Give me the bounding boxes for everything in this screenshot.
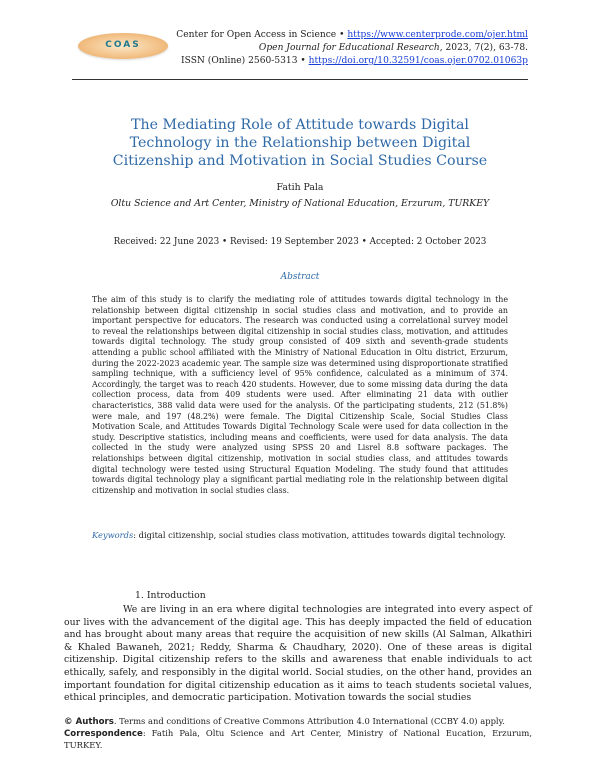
- article-title: The Mediating Role of Attitude towards Digital Technology in the Relationship between Digital Citizenship and Motivation in Social Studies Course: [112, 117, 488, 169]
- introduction-text: We are living in an era where digital technologies are integrated into every aspect of our lives with the advancement of the digital age. This has deeply impacted the field of education and has brought about many areas that require the acquisition of new skills (Al Salman, Alkathiri & Khaled Bawaneh, 2021; Reddy, Sharma & Chaudhary, 2020). One of these areas is digital citizenship. Digital citizenship refers to the skills and awareness that enable individuals to act ethically, safely, and responsibly in the digital world. Social studies, on the other hand, provides an important foundation for digital citizenship education as it aims to teach students societal values, ethical principles, and democratic participation. Motivation towards the social studies: [64, 604, 532, 704]
- authors-label: © Authors: [64, 717, 114, 727]
- footnote: [64, 716, 532, 752]
- header-line-3: ISSN (Online) 2560-5313 • https://doi.org/10.32591/coas.ojer.0702.01063p: [181, 56, 528, 66]
- abstract-heading: Abstract: [280, 272, 320, 282]
- license-note: © Authors. Terms and conditions of Creative Commons Attribution 4.0 International (CCBY 4.0) apply.: [64, 716, 505, 727]
- keywords: [92, 530, 508, 541]
- journal-header: [168, 29, 528, 68]
- author-name: Fatih Pala: [276, 182, 324, 193]
- doi-link[interactable]: https://doi.org/10.32591/coas.ojer.0702.01063p: [308, 56, 528, 66]
- correspondence-note: Correspondence: Fatih Pala, Oltu Science and Art Center, Ministry of National Eucation, Erzurum, TURKEY.: [64, 728, 532, 751]
- article-dates: Received: 22 June 2023 • Revised: 19 September 2023 • Accepted: 2 October 2023: [113, 237, 487, 247]
- keywords-label: Keywords: [92, 530, 134, 540]
- journal-name: Open Journal for Educational Research: [258, 43, 440, 53]
- journal-url-link[interactable]: https://www.centerprode.com/ojer.html: [347, 30, 528, 40]
- coas-logo: [78, 33, 168, 59]
- logo-text: COAS: [105, 40, 141, 50]
- journal-volume: , 2023, 7(2), 63-78.: [439, 43, 528, 53]
- correspondence-label: Correspondence: [64, 729, 143, 740]
- header-line-2: [168, 42, 528, 55]
- issn: ISSN (Online) 2560-5313: [181, 56, 298, 66]
- header-line-1: Center for Open Access in Science • https://www.centerprode.com/ojer.html: [176, 30, 528, 40]
- header-divider: [72, 79, 528, 80]
- keywords-text: : digital citizenship, social studies class motivation, attitudes towards digital technology.: [133, 530, 506, 540]
- publisher-name: Center for Open Access in Science: [176, 30, 337, 40]
- introduction-heading: 1. Introduction: [135, 590, 206, 601]
- author-affiliation: Oltu Science and Art Center, Ministry of National Education, Erzurum, TURKEY: [110, 198, 490, 209]
- abstract-text: The aim of this study is to clarify the mediating role of attitudes towards digital technology in the relationship between digital citizenship in social studies class and motivation, and to provide an important perspective for educators. The research was conducted using a correlational survey model to reveal the relationships between digital citizenship in social studies class, motivation, and attitudes towards digital technology. The study group consisted of 409 sixth and seventh-grade students attending a public school affiliated with the Ministry of National Education in Oltu district, Erzurum, during the 2022-2023 academic year. The sample size was determined using disproportionate stratified sampling technique, with a sufficiency level of 95% confidence, calculated as a minimum of 374. Accordingly, the target was to reach 420 students. However, due to some missing data during the data collection process, data from 409 students were used. After eliminating 21 data with outlier characteristics, 388 valid data were used for the analysis. Of the participating students, 212 (51.8%) were male, and 197 (48.2%) were female. The Digital Citizenship Scale, Social Studies Class Motivation Scale, and Attitudes Towards Digital Technology Scale were used for data collection in the study. Descriptive statistics, including means and coefficients, were used for data analysis. The data collected in the study were analyzed using SPSS 20 and Lisrel 8.8 software packages. The relationships between digital citizenship, motivation in social studies class, and attitudes towards digital technology were tested using Structural Equation Modeling. The study found that attitudes towards digital technology play a significant partial mediating role in the relationship between digital citizenship and motivation in social studies class.: [92, 295, 508, 495]
